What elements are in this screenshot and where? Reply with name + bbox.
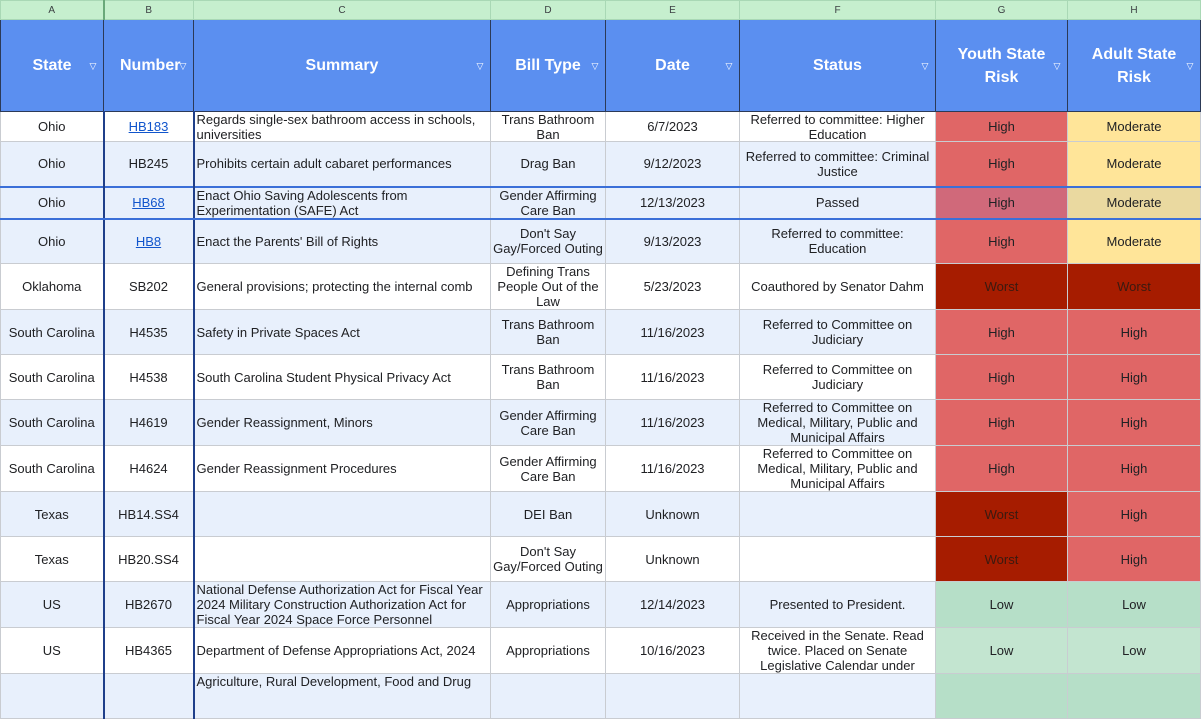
status-cell[interactable]: Referred to Committee on Judiciary	[740, 310, 936, 355]
header-label: Status	[813, 57, 862, 74]
header-status[interactable]	[740, 20, 936, 112]
number-cell[interactable]	[104, 219, 194, 264]
table-row	[1, 492, 1201, 537]
table-row	[1, 187, 1201, 219]
adult-risk-cell[interactable]: High	[1068, 446, 1201, 492]
bill-type-cell[interactable]: Gender Affirming Care Ban	[491, 187, 606, 219]
youth-risk-cell[interactable]: Worst	[936, 492, 1068, 537]
bill-type-cell[interactable]: Don't Say Gay/Forced Outing	[491, 219, 606, 264]
date-cell[interactable]: Unknown	[606, 492, 740, 537]
filter-icon[interactable]: ▽	[1053, 60, 1061, 71]
bill-link[interactable]: HB183	[128, 119, 169, 134]
bill-link[interactable]: HB8	[135, 233, 162, 249]
number-cell[interactable]: H4538	[104, 355, 194, 400]
status-cell[interactable]	[740, 492, 936, 537]
state-cell[interactable]: Ohio	[1, 112, 104, 142]
filter-icon[interactable]: ▽	[591, 60, 599, 71]
summary-cell[interactable]	[194, 582, 491, 628]
bill-type-cell[interactable]: Drag Ban	[491, 142, 606, 187]
column-letter-b[interactable]: B	[104, 1, 194, 20]
date-cell[interactable]: 6/7/2023	[606, 112, 740, 142]
summary-cell[interactable]: Prohibits certain adult cabaret performances	[194, 142, 491, 187]
state-cell[interactable]	[1, 674, 104, 719]
status-cell[interactable]: Referred to Committee on Judiciary	[740, 355, 936, 400]
youth-risk-cell[interactable]: High	[936, 187, 1068, 219]
adult-risk-cell[interactable]: Moderate	[1068, 187, 1201, 219]
summary-cell[interactable]: South Carolina Student Physical Privacy Act	[194, 355, 491, 400]
filter-icon[interactable]: ▽	[921, 60, 929, 71]
state-cell[interactable]: Ohio	[1, 219, 104, 264]
state-cell[interactable]: US	[1, 582, 104, 628]
table-row	[1, 219, 1201, 264]
bill-type-cell[interactable]: Gender Affirming Care Ban	[491, 446, 606, 492]
header-label: Number	[120, 57, 181, 74]
status-cell[interactable]	[740, 446, 936, 492]
status-text: Referred to Committee on Medical, Military, Public and Municipal Affairs	[757, 400, 918, 445]
bill-type-cell[interactable]: Don't Say Gay/Forced Outing	[491, 537, 606, 582]
state-cell[interactable]: South Carolina	[1, 400, 104, 446]
column-letter-a[interactable]: A	[1, 1, 104, 20]
date-cell[interactable]: 11/16/2023	[606, 446, 740, 492]
header-label: Date	[655, 57, 690, 74]
bill-link[interactable]: HB68	[132, 195, 165, 210]
table-row	[1, 400, 1201, 446]
summary-text: National Defense Authorization Act for Fiscal Year 2024 Military Construction Authorization Act for Fiscal Year 2024 Space Force Personnel	[196, 582, 483, 627]
number-cell[interactable]: HB2670	[104, 582, 194, 628]
status-text: Received in the Senate. Read twice. Placed on Senate Legislative Calendar under	[751, 628, 924, 673]
header-label: State	[32, 57, 72, 74]
table-row	[1, 355, 1201, 400]
table-row	[1, 674, 1201, 719]
header-label: Adult State Risk	[1091, 45, 1177, 86]
adult-risk-cell[interactable]: High	[1068, 355, 1201, 400]
bill-type-cell[interactable]: Trans Bathroom Ban	[491, 355, 606, 400]
date-cell[interactable]	[606, 674, 740, 719]
header-label: Summary	[305, 57, 379, 74]
summary-cell[interactable]: Enact the Parents' Bill of Rights	[194, 219, 491, 264]
adult-risk-cell[interactable]: Low	[1068, 628, 1201, 674]
header-number[interactable]	[104, 20, 194, 112]
status-cell[interactable]	[740, 400, 936, 446]
table-row	[1, 264, 1201, 310]
adult-risk-cell[interactable]: High	[1068, 537, 1201, 582]
summary-cell[interactable]: General provisions; protecting the internal comb	[194, 264, 491, 310]
adult-risk-cell[interactable]	[1068, 674, 1201, 719]
header-row	[1, 20, 1201, 112]
adult-risk-cell[interactable]: High	[1068, 492, 1201, 537]
date-cell[interactable]: 11/16/2023	[606, 310, 740, 355]
header-date[interactable]	[606, 20, 740, 112]
date-cell[interactable]: 10/16/2023	[606, 628, 740, 674]
number-cell[interactable]: H4624	[104, 446, 194, 492]
bill-type-cell[interactable]: Gender Affirming Care Ban	[491, 400, 606, 446]
adult-risk-cell[interactable]: Low	[1068, 582, 1201, 628]
filter-icon[interactable]: ▽	[725, 60, 733, 71]
status-text: Referred to Committee on Medical, Military, Public and Municipal Affairs	[757, 446, 918, 491]
summary-cell[interactable]	[194, 492, 491, 537]
header-label: Youth State Risk	[957, 45, 1046, 86]
bill-type-cell[interactable]: Appropriations	[491, 582, 606, 628]
number-cell[interactable]	[104, 674, 194, 719]
state-cell[interactable]: Ohio	[1, 187, 104, 219]
number-cell[interactable]: H4535	[104, 310, 194, 355]
adult-risk-cell[interactable]: High	[1068, 400, 1201, 446]
summary-cell[interactable]: Agriculture, Rural Development, Food and Drug	[194, 674, 491, 719]
date-cell[interactable]: 11/16/2023	[606, 355, 740, 400]
column-letter-d[interactable]: D	[491, 1, 606, 20]
youth-risk-cell[interactable]: Worst	[936, 264, 1068, 310]
column-letter-c[interactable]: C	[194, 1, 491, 20]
youth-risk-cell[interactable]: High	[936, 112, 1068, 142]
summary-cell[interactable]	[194, 537, 491, 582]
filter-icon[interactable]: ▽	[89, 60, 97, 71]
status-cell[interactable]: Referred to committee: Criminal Justice	[740, 142, 936, 187]
summary-cell[interactable]	[194, 112, 491, 142]
table-row	[1, 628, 1201, 674]
adult-risk-cell[interactable]: High	[1068, 310, 1201, 355]
header-label: Bill Type	[515, 57, 581, 74]
adult-risk-cell[interactable]: Worst	[1068, 264, 1201, 310]
adult-risk-cell[interactable]: Moderate	[1068, 142, 1201, 187]
date-cell[interactable]: Unknown	[606, 537, 740, 582]
date-cell[interactable]: 9/12/2023	[606, 142, 740, 187]
status-text: Referred to committee: Higher Education	[750, 112, 925, 142]
adult-risk-cell[interactable]: Moderate	[1068, 112, 1201, 142]
table-row	[1, 310, 1201, 355]
column-letter-e[interactable]: E	[606, 1, 740, 20]
status-cell[interactable]: Presented to President.	[740, 582, 936, 628]
header-bill-type[interactable]	[491, 20, 606, 112]
filter-icon[interactable]: ▽	[179, 60, 187, 71]
column-letter-h[interactable]: H	[1068, 1, 1201, 20]
state-cell[interactable]: US	[1, 628, 104, 674]
number-cell[interactable]: H4619	[104, 400, 194, 446]
status-cell[interactable]	[740, 628, 936, 674]
bill-type-cell[interactable]: Trans Bathroom Ban	[491, 310, 606, 355]
summary-cell[interactable]: Department of Defense Appropriations Act, 2024	[194, 628, 491, 674]
bill-type-cell[interactable]: Defining Trans People Out of the Law	[491, 264, 606, 310]
bill-type-cell[interactable]: Appropriations	[491, 628, 606, 674]
state-cell[interactable]: South Carolina	[1, 310, 104, 355]
date-cell[interactable]: 5/23/2023	[606, 264, 740, 310]
bill-type-cell[interactable]	[491, 112, 606, 142]
youth-risk-cell[interactable]: High	[936, 446, 1068, 492]
youth-risk-cell[interactable]: High	[936, 355, 1068, 400]
header-state[interactable]	[1, 20, 104, 112]
state-cell[interactable]: South Carolina	[1, 446, 104, 492]
status-cell[interactable]: Passed	[740, 187, 936, 219]
state-cell[interactable]: Texas	[1, 537, 104, 582]
bill-type-text: Trans Bathroom Ban	[501, 112, 595, 142]
youth-risk-cell[interactable]: High	[936, 219, 1068, 264]
state-cell[interactable]: Texas	[1, 492, 104, 537]
number-cell[interactable]: HB20.SS4	[104, 537, 194, 582]
status-cell[interactable]	[740, 112, 936, 142]
date-cell[interactable]: 9/13/2023	[606, 219, 740, 264]
column-letter-row	[1, 1, 1201, 20]
number-cell[interactable]: HB14.SS4	[104, 492, 194, 537]
state-cell[interactable]: South Carolina	[1, 355, 104, 400]
youth-risk-cell[interactable]: Low	[936, 628, 1068, 674]
date-cell[interactable]: 12/13/2023	[606, 187, 740, 219]
youth-risk-cell[interactable]: High	[936, 400, 1068, 446]
filter-icon[interactable]: ▽	[1186, 60, 1194, 71]
summary-cell[interactable]: Enact Ohio Saving Adolescents from Experimentation (SAFE) Act	[194, 187, 491, 219]
number-cell[interactable]	[104, 112, 194, 142]
state-cell[interactable]: Ohio	[1, 142, 104, 187]
number-cell[interactable]	[104, 187, 194, 219]
youth-risk-cell[interactable]: Worst	[936, 537, 1068, 582]
summary-cell[interactable]: Safety in Private Spaces Act	[194, 310, 491, 355]
youth-risk-cell[interactable]: High	[936, 142, 1068, 187]
summary-cell[interactable]: Gender Reassignment, Minors	[194, 400, 491, 446]
bill-type-cell[interactable]: DEI Ban	[491, 492, 606, 537]
header-summary[interactable]	[194, 20, 491, 112]
date-cell[interactable]: 11/16/2023	[606, 400, 740, 446]
number-cell[interactable]: HB245	[104, 142, 194, 187]
table-row	[1, 582, 1201, 628]
table-row	[1, 112, 1201, 142]
youth-risk-cell[interactable]: High	[936, 310, 1068, 355]
bill-type-cell[interactable]	[491, 674, 606, 719]
youth-risk-cell[interactable]	[936, 674, 1068, 719]
column-letter-g[interactable]: G	[936, 1, 1068, 20]
header-youth-risk[interactable]	[936, 20, 1068, 112]
adult-risk-cell[interactable]: Moderate	[1068, 219, 1201, 264]
table-row	[1, 142, 1201, 187]
table-row	[1, 446, 1201, 492]
table-row	[1, 537, 1201, 582]
column-letter-f[interactable]: F	[740, 1, 936, 20]
summary-text: Regards single-sex bathroom access in schools, universities	[196, 112, 476, 142]
number-cell[interactable]: HB4365	[104, 628, 194, 674]
date-cell[interactable]: 12/14/2023	[606, 582, 740, 628]
state-cell[interactable]: Oklahoma	[1, 264, 104, 310]
summary-cell[interactable]: Gender Reassignment Procedures	[194, 446, 491, 492]
youth-risk-cell[interactable]: Low	[936, 582, 1068, 628]
status-cell[interactable]: Referred to committee: Education	[740, 219, 936, 264]
filter-icon[interactable]: ▽	[476, 60, 484, 71]
status-cell[interactable]	[740, 537, 936, 582]
status-cell[interactable]: Coauthored by Senator Dahm	[740, 264, 936, 310]
status-cell[interactable]	[740, 674, 936, 719]
header-adult-risk[interactable]	[1068, 20, 1201, 112]
number-cell[interactable]: SB202	[104, 264, 194, 310]
